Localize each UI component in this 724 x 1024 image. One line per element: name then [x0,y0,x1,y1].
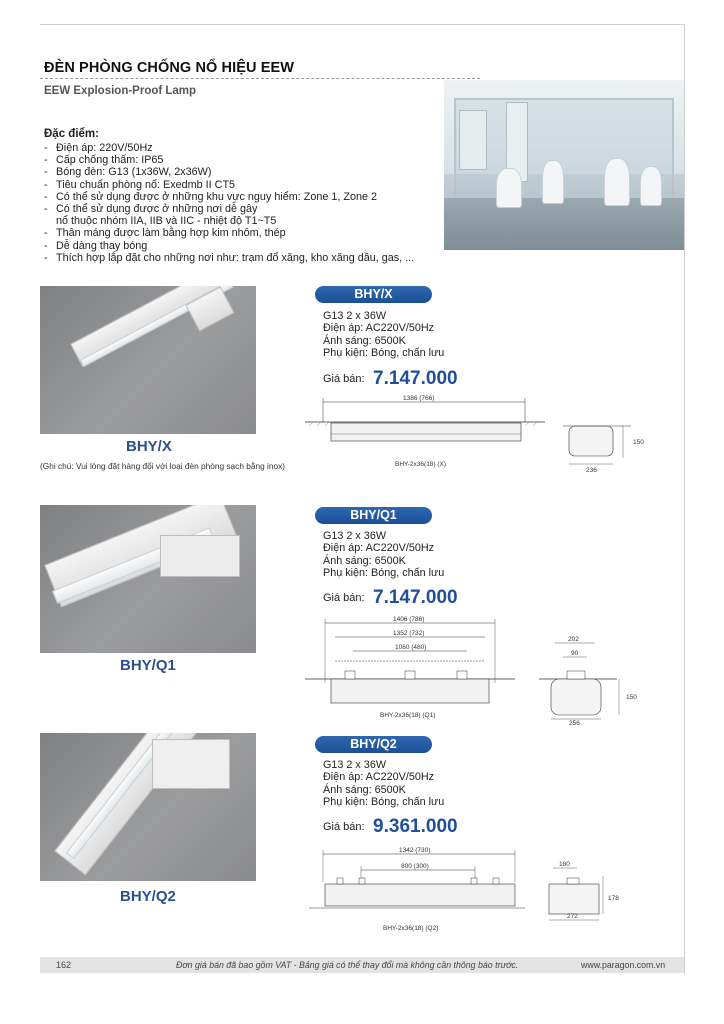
dim-top-inner: 90 [571,650,579,657]
feature-item: - Tiêu chuẩn phòng nổ: Exedmb II CT5 [44,179,444,191]
page-subtitle: EEW Explosion-Proof Lamp [44,85,197,97]
dim-caption: BHY-2x36(18) (X) [395,461,447,468]
dim-height: 150 [626,694,637,701]
product-label-bhy-x: BHY/X [126,438,172,455]
page-number: 162 [56,960,72,970]
spec-line: G13 2 x 36W [323,310,387,322]
dim-length: 1386 (766) [403,395,435,402]
price-row-bhy-q1 [323,587,458,609]
price-label: Giá bán: [323,373,365,385]
feature-item: - Thích hợp lắp đặt cho những nơi như: trạm đổ xăng, kho xăng dầu, gas, ... [44,252,444,264]
spec-line: G13 2 x 36W [323,530,387,542]
product-photo-bhy-x [40,286,256,434]
dim-inner: 800 (300) [401,863,429,870]
feature-item: - Dễ dàng thay bóng [44,240,444,252]
product-photo-bhy-q1 [40,505,256,653]
feature-item: nổ thuộc nhóm IIA, IIB và IIC - nhiệt độ T1~T5 [56,215,277,228]
dimension-drawing-bhy-x [305,392,650,482]
page-frame-top [40,24,684,25]
dimension-drawing-bhy-q1 [305,613,650,727]
product-specs-bhy-q2 [323,759,444,809]
product-code-badge-bhy-q2: BHY/Q2 [315,736,432,753]
spec-line: Điện áp: AC220V/50Hz [323,322,435,335]
order-note: (Ghi chú: Vui lòng đặt hàng đổi với loại đèn phòng sạch bằng inox) [40,461,285,471]
spec-line: Điện áp: AC220V/50Hz [323,542,435,555]
spec-line: Ánh sáng: 6500K [323,334,406,347]
product-photo-bhy-q2 [40,733,256,881]
dim-width: 236 [586,467,597,474]
spec-line: Phụ kiện: Bóng, chấn lưu [323,567,445,580]
dim-width: 256 [569,720,580,727]
dim-top: 202 [568,636,579,643]
page-title: ĐÈN PHÒNG CHỐNG NỔ HIỆU EEW [44,60,295,76]
feature-item: - Cấp chống thấm: IP65 [44,154,444,166]
feature-item: - Điện áp: 220V/50Hz [44,142,444,154]
price-value: 7.147.000 [373,368,458,389]
spec-line: Phụ kiện: Bóng, chấn lưu [323,347,445,360]
spec-line: Ánh sáng: 6500K [323,554,406,567]
price-row-bhy-q2 [323,816,458,838]
dim-caption: BHY-2x36(18) (Q2) [383,925,439,932]
price-value: 7.147.000 [373,587,458,608]
price-label: Giá bán: [323,821,365,833]
page-frame-right [684,24,685,974]
dim-height: 178 [608,895,619,902]
product-specs-bhy-x [323,310,444,360]
dim-width: 272 [567,913,578,920]
price-label: Giá bán: [323,592,365,604]
product-label-bhy-q2: BHY/Q2 [120,888,176,905]
spec-line: Ánh sáng: 6500K [323,783,406,796]
feature-item: - Có thể sử dụng được ở những nơi dễ gây [44,203,444,215]
dim-top: 180 [559,861,570,868]
dim-inner: 1060 (480) [395,644,427,651]
footer-disclaimer: Đơn giá bán đã bao gồm VAT - Bảng giá có thể thay đổi mà không cần thông báo trước. [176,960,519,970]
product-code-badge-bhy-x: BHY/X [315,286,432,303]
feature-item: - Thân máng được làm bằng hợp kim nhôm, thép [44,227,444,239]
features-heading: Đặc điểm: [44,128,99,140]
dim-length: 1342 (730) [399,847,431,854]
dim-caption: BHY-2x36(18) (Q1) [380,712,436,719]
spec-line: Điện áp: AC220V/50Hz [323,771,435,784]
spec-line: G13 2 x 36W [323,759,387,771]
feature-item: - Bóng đèn: G13 (1x36W, 2x36W) [44,166,444,178]
title-divider [40,78,480,79]
features-list [44,142,444,264]
dim-height: 150 [633,439,644,446]
dim-length: 1406 (786) [393,616,425,623]
dimension-drawing-bhy-q2 [305,846,650,938]
price-row-bhy-x [323,368,458,390]
product-code-badge-bhy-q1: BHY/Q1 [315,507,432,524]
cleanroom-photo [444,80,684,250]
footer-url[interactable]: www.paragon.com.vn [581,960,666,970]
price-value: 9.361.000 [373,816,458,837]
product-label-bhy-q1: BHY/Q1 [120,657,176,674]
product-specs-bhy-q1 [323,530,444,580]
dim-mid: 1352 (732) [393,630,425,637]
feature-item: - Có thể sử dụng được ở những khu vực nguy hiểm: Zone 1, Zone 2 [44,191,444,203]
spec-line: Phụ kiện: Bóng, chấn lưu [323,796,445,809]
